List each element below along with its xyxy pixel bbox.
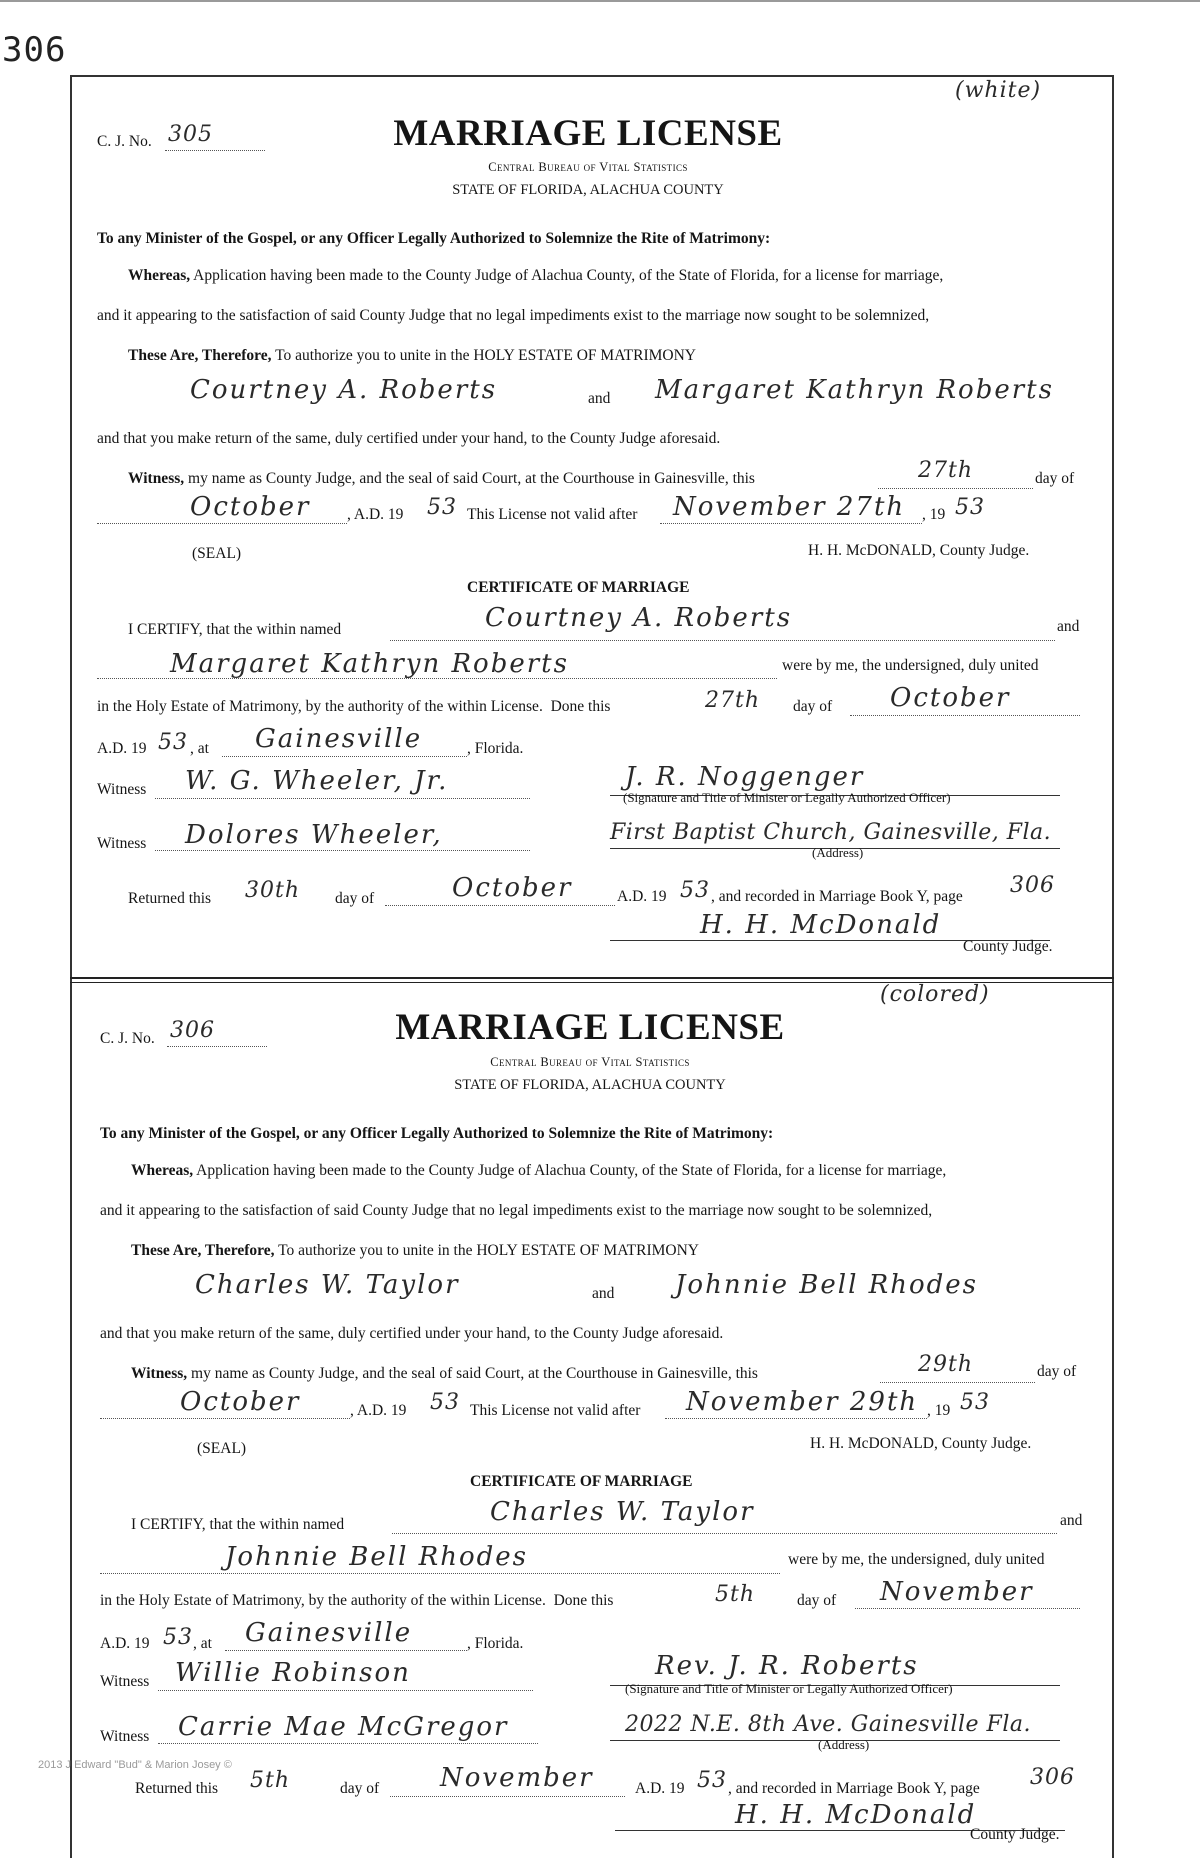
recorded-label: , and recorded in Marriage Book Y, page bbox=[711, 888, 963, 905]
cert-year: 53 bbox=[158, 730, 188, 755]
these-are-paragraph: These Are, Therefore, To authorize you to unite in the HOLY ESTATE OF MATRIMONY bbox=[131, 1242, 700, 1259]
certificate-title: CERTIFICATE OF MARRIAGE bbox=[467, 579, 690, 596]
witness2-name: Dolores Wheeler, bbox=[185, 820, 443, 850]
issue-month: October bbox=[190, 492, 311, 522]
certify-label: I CERTIFY, that the within named bbox=[128, 621, 342, 638]
cj-number: 305 bbox=[168, 122, 213, 147]
return-paragraph: and that you make return of the same, duly certified under your hand, to the County Judge aforesaid. bbox=[97, 430, 721, 447]
officiant-address: 2022 N.E. 8th Ave. Gainesville Fla. bbox=[625, 1712, 1031, 1737]
address-line: To any Minister of the Gospel, or any Officer Legally Authorized to Solemnize the Rite of Matrimony: bbox=[100, 1125, 774, 1142]
appearing-paragraph: and it appearing to the satisfaction of said County Judge that no legal impediments exist to the marriage now sought to be solemnized, bbox=[100, 1202, 933, 1219]
issue-month-line bbox=[97, 523, 347, 524]
return-paragraph: and that you make return of the same, duly certified under your hand, to the County Judge aforesaid. bbox=[100, 1325, 724, 1342]
valid-year: 53 bbox=[960, 1390, 990, 1415]
witness1-name: W. G. Wheeler, Jr. bbox=[185, 766, 449, 796]
county-judge-label: County Judge. bbox=[970, 1826, 1060, 1843]
seal-label: (SEAL) bbox=[197, 1440, 247, 1457]
cj-number-line bbox=[167, 1046, 267, 1047]
cert-groom: Courtney A. Roberts bbox=[485, 603, 793, 633]
valid-after-line bbox=[660, 523, 922, 524]
valid-after-date: November 29th bbox=[686, 1387, 919, 1417]
at-label: , at bbox=[193, 1635, 212, 1652]
license-title: MARRIAGE LICENSE bbox=[393, 113, 783, 154]
florida-label: , Florida. bbox=[467, 740, 524, 757]
issue-day: 27th bbox=[918, 458, 974, 483]
valid-after-date: November 27th bbox=[673, 492, 906, 522]
race-note: (white) bbox=[955, 78, 1042, 103]
place: Gainesville bbox=[255, 724, 423, 754]
done-day: 27th bbox=[705, 688, 761, 713]
state-county: STATE OF FLORIDA, ALACHUA COUNTY bbox=[454, 1077, 726, 1093]
officiant-signature: J. R. Noggenger bbox=[625, 762, 865, 792]
cj-number: 306 bbox=[170, 1018, 215, 1043]
witness2-label: Witness bbox=[100, 1728, 150, 1745]
seal-label: (SEAL) bbox=[192, 545, 242, 562]
at-label: , at bbox=[190, 740, 209, 757]
whereas-paragraph: Whereas, Application having been made to the County Judge of Alachua County, of the State of Florida, for a license for marriage, bbox=[128, 267, 944, 284]
sig-caption: (Signature and Title of Minister or Legally Authorized Officer) bbox=[623, 790, 951, 805]
witness-paragraph: Witness, my name as County Judge, and the seal of said Court, at the Courthouse in Gainesville, this bbox=[128, 470, 755, 487]
returned-day-of-label: day of bbox=[335, 890, 375, 907]
valid-year-label: , 19 bbox=[927, 1402, 951, 1419]
address-caption: (Address) bbox=[818, 1737, 870, 1752]
county-judge-label: County Judge. bbox=[963, 938, 1053, 955]
cj-label: C. J. No. bbox=[97, 133, 152, 150]
bride-name: Johnnie Bell Rhodes bbox=[675, 1270, 979, 1300]
cert-and-word: and bbox=[1060, 1512, 1083, 1529]
witness1-label: Witness bbox=[100, 1673, 150, 1690]
returned-ad-label: A.D. 19 bbox=[635, 1780, 685, 1797]
officiant-signature: Rev. J. R. Roberts bbox=[655, 1651, 919, 1681]
witness2-line bbox=[155, 850, 530, 851]
bureau-name: Central Bureau of Vital Statistics bbox=[488, 160, 688, 174]
copyright-watermark: 2013 J Edward "Bud" & Marion Josey © bbox=[38, 1759, 232, 1771]
race-note: (colored) bbox=[880, 982, 990, 1007]
officiant-address: First Baptist Church, Gainesville, Fla. bbox=[610, 820, 1052, 845]
issue-day: 29th bbox=[918, 1352, 974, 1377]
witness1-line bbox=[155, 798, 530, 799]
valid-year-label: , 19 bbox=[922, 506, 946, 523]
cert-ad-label: A.D. 19 bbox=[100, 1635, 150, 1652]
issue-month: October bbox=[180, 1387, 301, 1417]
issue-year: 53 bbox=[427, 495, 457, 520]
returned-year: 53 bbox=[697, 1768, 727, 1793]
florida-label: , Florida. bbox=[467, 1635, 524, 1652]
cert-groom-line bbox=[392, 1533, 1057, 1534]
page-number: 306 bbox=[2, 30, 67, 70]
done-day: 5th bbox=[715, 1582, 756, 1607]
cert-year: 53 bbox=[163, 1625, 193, 1650]
returned-day: 5th bbox=[250, 1768, 291, 1793]
cert-groom: Charles W. Taylor bbox=[490, 1497, 755, 1527]
witness2-label: Witness bbox=[97, 835, 147, 852]
not-valid-label: This License not valid after bbox=[470, 1402, 641, 1419]
returned-month-line bbox=[385, 905, 615, 906]
cert-groom-line bbox=[390, 640, 1055, 641]
judge-signature: H. H. McDonald bbox=[700, 910, 942, 940]
judge-label: H. H. McDONALD, County Judge. bbox=[810, 1435, 1032, 1452]
returned-day: 30th bbox=[245, 878, 301, 903]
witness1-label: Witness bbox=[97, 781, 147, 798]
witness1-name: Willie Robinson bbox=[175, 1658, 411, 1688]
cj-number-line bbox=[165, 150, 265, 151]
witness2-line bbox=[158, 1743, 538, 1744]
witness2-name: Carrie Mae McGregor bbox=[178, 1712, 509, 1742]
valid-year: 53 bbox=[955, 495, 985, 520]
section-divider bbox=[70, 977, 1114, 979]
cert-bride-line bbox=[100, 1573, 780, 1574]
appearing-paragraph: and it appearing to the satisfaction of said County Judge that no legal impediments exist to the marriage now sought to be solemnized, bbox=[97, 307, 930, 324]
these-are-paragraph: These Are, Therefore, To authorize you to unite in the HOLY ESTATE OF MATRIMONY bbox=[128, 347, 697, 364]
issue-year: 53 bbox=[430, 1390, 460, 1415]
holy-estate-label: in the Holy Estate of Matrimony, by the authority of the within License. Done this bbox=[100, 1592, 614, 1609]
whereas-paragraph: Whereas, Application having been made to the County Judge of Alachua County, of the State of Florida, for a license for marriage, bbox=[131, 1162, 947, 1179]
day-of-label: day of bbox=[1035, 470, 1075, 487]
returned-year: 53 bbox=[680, 878, 710, 903]
ad-label: , A.D. 19 bbox=[350, 1402, 407, 1419]
returned-month: November bbox=[440, 1763, 594, 1793]
united-label: were by me, the undersigned, duly united bbox=[788, 1551, 1045, 1568]
judge-label: H. H. McDONALD, County Judge. bbox=[808, 542, 1030, 559]
place-line bbox=[222, 756, 467, 757]
record-page: 306 bbox=[1030, 1765, 1075, 1790]
witness1-line bbox=[158, 1690, 533, 1691]
and-word: and bbox=[588, 390, 611, 407]
place: Gainesville bbox=[245, 1618, 413, 1648]
sig-caption: (Signature and Title of Minister or Legally Authorized Officer) bbox=[625, 1681, 953, 1696]
address-caption: (Address) bbox=[812, 845, 864, 860]
cert-ad-label: A.D. 19 bbox=[97, 740, 147, 757]
address-line: To any Minister of the Gospel, or any Officer Legally Authorized to Solemnize the Rite of Matrimony: bbox=[97, 230, 771, 247]
day-of-label: day of bbox=[1037, 1363, 1077, 1380]
done-month-line bbox=[850, 715, 1080, 716]
returned-month-line bbox=[390, 1796, 625, 1797]
returned-month: October bbox=[452, 873, 573, 903]
license-title: MARRIAGE LICENSE bbox=[395, 1007, 785, 1048]
issue-day-line bbox=[878, 488, 1033, 489]
certify-label: I CERTIFY, that the within named bbox=[131, 1516, 345, 1533]
record-page: 306 bbox=[1010, 873, 1055, 898]
valid-after-line bbox=[665, 1418, 927, 1419]
issue-month-line bbox=[100, 1418, 350, 1419]
not-valid-label: This License not valid after bbox=[467, 506, 638, 523]
groom-name: Charles W. Taylor bbox=[195, 1270, 460, 1300]
ad-label: , A.D. 19 bbox=[347, 506, 404, 523]
judge-signature: H. H. McDonald bbox=[735, 1800, 977, 1830]
done-day-of-label: day of bbox=[793, 698, 833, 715]
returned-label: Returned this bbox=[135, 1780, 219, 1797]
done-day-of-label: day of bbox=[797, 1592, 837, 1609]
certificate-title: CERTIFICATE OF MARRIAGE bbox=[470, 1473, 693, 1490]
witness-paragraph: Witness, my name as County Judge, and the seal of said Court, at the Courthouse in Gainesville, this bbox=[131, 1365, 758, 1382]
bride-name: Margaret Kathryn Roberts bbox=[655, 375, 1054, 405]
cert-bride: Margaret Kathryn Roberts bbox=[170, 649, 569, 679]
state-county: STATE OF FLORIDA, ALACHUA COUNTY bbox=[452, 182, 724, 198]
returned-label: Returned this bbox=[128, 890, 212, 907]
returned-ad-label: A.D. 19 bbox=[617, 888, 667, 905]
groom-name: Courtney A. Roberts bbox=[190, 375, 498, 405]
united-label: were by me, the undersigned, duly united bbox=[782, 657, 1039, 674]
done-month: November bbox=[880, 1577, 1034, 1607]
bureau-name: Central Bureau of Vital Statistics bbox=[490, 1055, 690, 1069]
holy-estate-label: in the Holy Estate of Matrimony, by the authority of the within License. Done this bbox=[97, 698, 611, 715]
place-line bbox=[225, 1650, 467, 1651]
cert-bride: Johnnie Bell Rhodes bbox=[225, 1542, 529, 1572]
issue-day-line bbox=[880, 1382, 1035, 1383]
returned-day-of-label: day of bbox=[340, 1780, 380, 1797]
done-month-line bbox=[855, 1608, 1080, 1609]
cert-and-word: and bbox=[1057, 618, 1080, 635]
recorded-label: , and recorded in Marriage Book Y, page bbox=[728, 1780, 980, 1797]
done-month: October bbox=[890, 683, 1011, 713]
top-edge-line bbox=[0, 0, 1200, 2]
and-word: and bbox=[592, 1285, 615, 1302]
cj-label: C. J. No. bbox=[100, 1030, 155, 1047]
